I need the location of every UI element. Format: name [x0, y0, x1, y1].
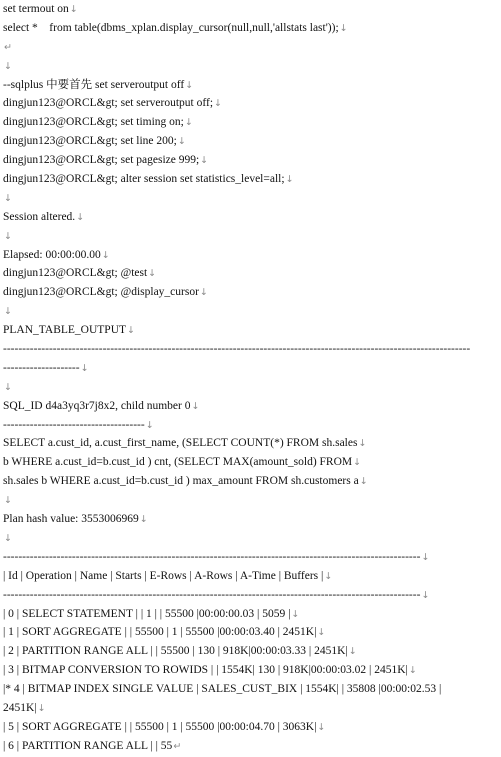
line-text: dingjun123@ORCL&gt; set timing on; — [3, 116, 184, 129]
line-break-icon: ↓ — [184, 117, 193, 129]
line-text: sh.sales b WHERE a.cust_id=b.cust_id ) max_amount FROM sh.customers a — [3, 475, 359, 488]
line-text: b WHERE a.cust_id=b.cust_id ) cnt, (SELECT MAX(amount_sold) FROM — [3, 456, 353, 469]
line-break-icon: ↓ — [317, 627, 326, 639]
line-text: SELECT a.cust_id, a.cust_first_name, (SELECT COUNT(*) FROM sh.sales — [3, 437, 358, 450]
line-break-icon: ↓ — [139, 514, 148, 526]
line-break-icon: ↓ — [4, 230, 12, 242]
line-text: ------------------------------------------------------------------------------------------------------------- — [3, 588, 421, 601]
line-break-icon: ↓ — [37, 702, 46, 714]
line-text: -------------------------------------------------------------------------------------------------------------------------- — [3, 343, 471, 356]
text-line — [3, 661, 501, 680]
line-break-icon: ↓ — [317, 721, 326, 733]
text-line — [3, 227, 501, 246]
line-break-icon: ↓ — [421, 551, 430, 563]
line-text: 2451K| — [3, 701, 37, 714]
text-line — [3, 132, 501, 151]
line-text: |* 4 | BITMAP INDEX SINGLE VALUE | SALES_CUST_BIX | 1554K| | 35808 |00:00:02.53 | — [3, 683, 442, 696]
line-break-icon: ↓ — [199, 287, 208, 299]
line-text: | Id | Operation | Name | Starts | E-Rows | A-Rows | A-Time | Buffers | — [3, 569, 324, 582]
line-text: ------------------------------------- — [3, 418, 145, 431]
line-break-icon: ↓ — [359, 476, 368, 488]
text-line — [3, 453, 501, 472]
line-break-icon: ↓ — [324, 570, 333, 582]
line-text: -------------------- — [3, 361, 80, 374]
text-line — [3, 76, 501, 95]
text-line — [3, 264, 501, 283]
line-text: Elapsed: 00:00:00.00 — [3, 248, 101, 261]
line-break-icon: ↓ — [76, 211, 85, 223]
text-line — [3, 208, 501, 227]
line-break-icon: ↓ — [4, 381, 12, 393]
line-break-icon: ↓ — [4, 306, 12, 318]
text-line — [3, 246, 501, 265]
text-line — [3, 189, 501, 208]
line-text: --sqlplus 中要首先 set serveroutput off — [3, 78, 185, 91]
text-line — [3, 38, 501, 57]
text-line — [3, 170, 501, 189]
text-line — [3, 151, 501, 170]
line-break-icon: ↓ — [214, 98, 222, 110]
line-break-icon: ↓ — [177, 136, 186, 148]
line-text: dingjun123@ORCL&gt; alter session set statistics_level=all; — [3, 173, 285, 186]
line-break-icon: ↓ — [80, 362, 89, 374]
line-text: dingjun123@ORCL&gt; set line 200; — [3, 135, 177, 148]
line-text: | 0 | SELECT STATEMENT | | 1 | | 55500 |00:00:00.03 | 5059 | — [3, 607, 291, 620]
text-line — [3, 302, 501, 321]
text-line — [3, 605, 501, 624]
text-line — [3, 19, 501, 38]
line-text: Plan hash value: 3553006969 — [3, 513, 139, 526]
line-text: ------------------------------------------------------------------------------------------------------------- — [3, 550, 421, 563]
line-break-icon: ↓ — [200, 155, 209, 167]
line-break-icon: ↓ — [148, 268, 157, 280]
line-break-icon: ↓ — [358, 438, 367, 450]
line-text: | 1 | SORT AGGREGATE | | 55500 | 1 | 55500 |00:00:03.40 | 2451K| — [3, 626, 317, 639]
line-break-icon: ↓ — [339, 22, 348, 34]
text-line — [3, 321, 501, 340]
line-text: dingjun123@ORCL&gt; @test — [3, 267, 148, 280]
text-line — [3, 642, 501, 661]
paragraph-return-icon: ↵ — [4, 41, 12, 53]
text-line — [3, 416, 501, 435]
text-line — [3, 57, 501, 76]
text-line — [3, 113, 501, 132]
text-line — [3, 397, 501, 416]
text-line — [3, 737, 501, 756]
text-line — [3, 283, 501, 302]
line-break-icon: ↓ — [4, 192, 12, 204]
line-text: | 6 | PARTITION RANGE ALL | | 55 — [3, 739, 173, 752]
text-line — [3, 340, 501, 359]
line-break-icon: ↓ — [185, 79, 194, 91]
line-break-icon: ↓ — [4, 60, 12, 72]
text-line — [3, 718, 501, 737]
line-break-icon: ↓ — [4, 495, 12, 507]
line-break-icon: ↓ — [69, 4, 78, 15]
text-line — [3, 699, 501, 718]
line-break-icon: ↓ — [353, 457, 362, 469]
text-line — [3, 434, 501, 453]
text-line — [3, 94, 501, 113]
line-text: dingjun123@ORCL&gt; set pagesize 999; — [3, 154, 200, 167]
line-text: SQL_ID d4a3yq3r7j8x2, child number 0 — [3, 399, 191, 412]
text-line — [3, 510, 501, 529]
text-line — [3, 0, 501, 19]
text-line — [3, 359, 501, 378]
text-line — [3, 529, 501, 548]
text-line — [3, 378, 501, 397]
line-text: dingjun123@ORCL&gt; @display_cursor — [3, 286, 199, 299]
text-line — [3, 548, 501, 567]
paragraph-return-icon: ↵ — [173, 740, 182, 752]
line-text: select * from table(dbms_xplan.display_cursor(null,null,'allstats last')); — [3, 21, 339, 34]
line-text: | 3 | BITMAP CONVERSION TO ROWIDS | | 1554K| 130 | 918K|00:00:03.02 | 2451K| — [3, 664, 408, 677]
line-break-icon: ↓ — [291, 608, 300, 620]
text-line — [3, 680, 501, 699]
line-break-icon: ↓ — [191, 400, 200, 412]
line-break-icon: ↓ — [145, 419, 154, 431]
line-text: dingjun123@ORCL&gt; set serveroutput off; — [3, 97, 214, 110]
line-text: set termout on — [3, 3, 69, 15]
line-break-icon: ↓ — [348, 646, 357, 658]
line-text: | 5 | SORT AGGREGATE | | 55500 | 1 | 55500 |00:00:04.70 | 3063K| — [3, 720, 317, 733]
line-break-icon: ↓ — [421, 589, 430, 601]
text-line — [3, 586, 501, 605]
text-line — [3, 567, 501, 586]
line-text: | 2 | PARTITION RANGE ALL | | 55500 | 130 | 918K|00:00:03.33 | 2451K| — [3, 645, 348, 658]
line-break-icon: ↓ — [408, 665, 417, 677]
line-text: Session altered. — [3, 210, 76, 223]
line-text: PLAN_TABLE_OUTPUT — [3, 324, 127, 337]
line-break-icon: ↓ — [285, 174, 294, 186]
text-line — [3, 472, 501, 491]
line-break-icon: ↓ — [127, 325, 135, 337]
line-break-icon: ↓ — [4, 532, 12, 544]
text-line — [3, 491, 501, 510]
text-line — [3, 623, 501, 642]
line-break-icon: ↓ — [101, 249, 110, 261]
